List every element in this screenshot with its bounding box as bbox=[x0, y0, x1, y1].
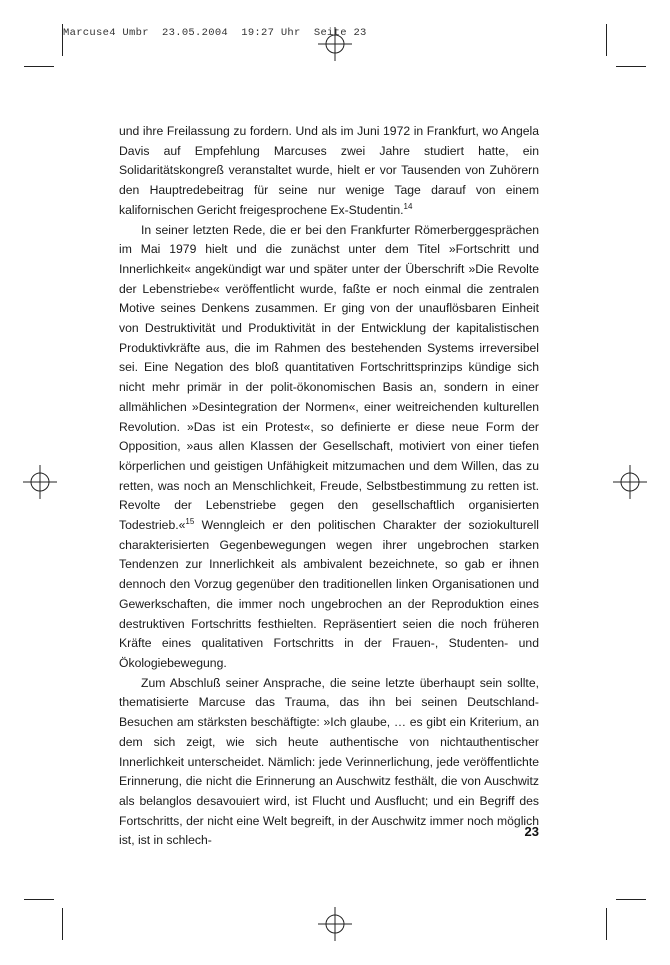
crop-mark bbox=[616, 899, 646, 900]
crop-mark bbox=[24, 899, 54, 900]
paragraph-text: und ihre Freilassung zu fordern. Und als im Juni 1972 in Frankfurt, wo Angela Davis auf Empfehlung Marcuses zwei Jahre studiert hatte, ein Solidaritätskongreß veranstaltet wurde, hielt er vor Tausenden von Zuhörern den Hauptredebeitrag für seine nur wenige Tage darauf von einem kalifornischen Gericht freigesprochene Ex-Studentin. bbox=[119, 124, 539, 217]
page-number: 23 bbox=[524, 824, 539, 839]
registration-mark-bottom bbox=[316, 905, 354, 943]
crop-mark bbox=[62, 24, 63, 56]
paragraph bbox=[119, 122, 539, 221]
crop-mark bbox=[616, 66, 646, 67]
body-text bbox=[119, 122, 539, 851]
crop-mark bbox=[606, 908, 607, 940]
paragraph-text: Zum Abschluß seiner Ansprache, die seine letzte überhaupt sein sollte, thematisierte Marcuse das Trauma, das ihn bei seinen Deutschland-Besuchen am stärksten beschäftigte: »Ich glaube, … es gibt ein Kriterium, an dem sich zeigt, wie sich heute authentische von nichtauthentischer Innerlichkeit unterscheidet. Nämlich: jede Verinnerlichung, jede veröffentlichte Erinnerung, die nicht die Erinnerung an Auschwitz festhält, die von Auschwitz als belanglos desavouiert wird, ist Flucht und Ausflucht; und ein Begriff des Fortschritts, der nicht eine Welt begreift, in der Auschwitz immer noch möglich ist, ist in schlech- bbox=[119, 675, 539, 848]
crop-mark bbox=[24, 66, 54, 67]
paragraph-text: Wenngleich er den politischen Charakter der soziokulturell charakterisierten Gegenbewegungen wegen ihrer ungebrochen starken Tendenzen zur Innerlichkeit als ambivalent bezeichnete, so gab er ihnen dennoch den Vorzug gegenüber den traditionellen linken Organisationen und Gewerkschaften, die immer noch ungebrochen an der Reproduktion eines destruktiven Fortschritts festhielten. Repräsentiert seien die noch früheren Kräfte eines qualitativen Fortschritts in der Frauen-, Studenten- und Ökologiebewegung. bbox=[119, 518, 539, 670]
registration-mark-left bbox=[21, 463, 59, 501]
crop-mark bbox=[606, 24, 607, 56]
footnote-ref: 14 bbox=[403, 201, 413, 211]
paragraph bbox=[119, 674, 539, 851]
registration-mark-right bbox=[611, 463, 649, 501]
print-slug: Marcuse4 Umbr 23.05.2004 19:27 Uhr Seite 23 bbox=[63, 27, 367, 39]
registration-mark-top bbox=[316, 25, 354, 63]
crop-mark bbox=[62, 908, 63, 940]
footnote-ref: 15 bbox=[185, 517, 195, 526]
paragraph bbox=[119, 221, 539, 674]
paragraph-text: In seiner letzten Rede, die er bei den Frankfurter Römerberggesprächen im Mai 1979 hielt und die zunächst unter dem Titel »Fortschritt und Innerlichkeit« angekündigt war und später unter der Überschrift »Die Revolte der Lebenstriebe« veröffentlicht wurde, faßte er noch einmal die zentralen Motive seines Denkens zusammen. Er ging von der unauflösbaren Einheit von Destruktivität und Produktivität in der Entwicklung der kapitalistischen Produktivkräfte aus, die im Rahmen des bestehenden Systems irreversibel sei. Eine Negation des bloß quantitativen Fortschrittsprinzips kündige sich nicht mehr primär in der polit-ökonomischen Basis an, sondern in einer allmählichen »Desintegration der Normen«, einer weitreichenden kulturellen Revolution. »Das ist ein Protest«, so definierte er diese neue Form der Opposition, »aus allen Klassen der Gesellschaft, motiviert von einer tiefen körperlichen und geistigen Unfähigkeit mitzumachen und dem Willen, das zu retten, was noch an Menschlichkeit, Freude, Selbstbestimmung zu retten ist. Revolte der Lebenstriebe gegen den gesellschaftlich organisierten Todestrieb.« bbox=[119, 222, 539, 533]
